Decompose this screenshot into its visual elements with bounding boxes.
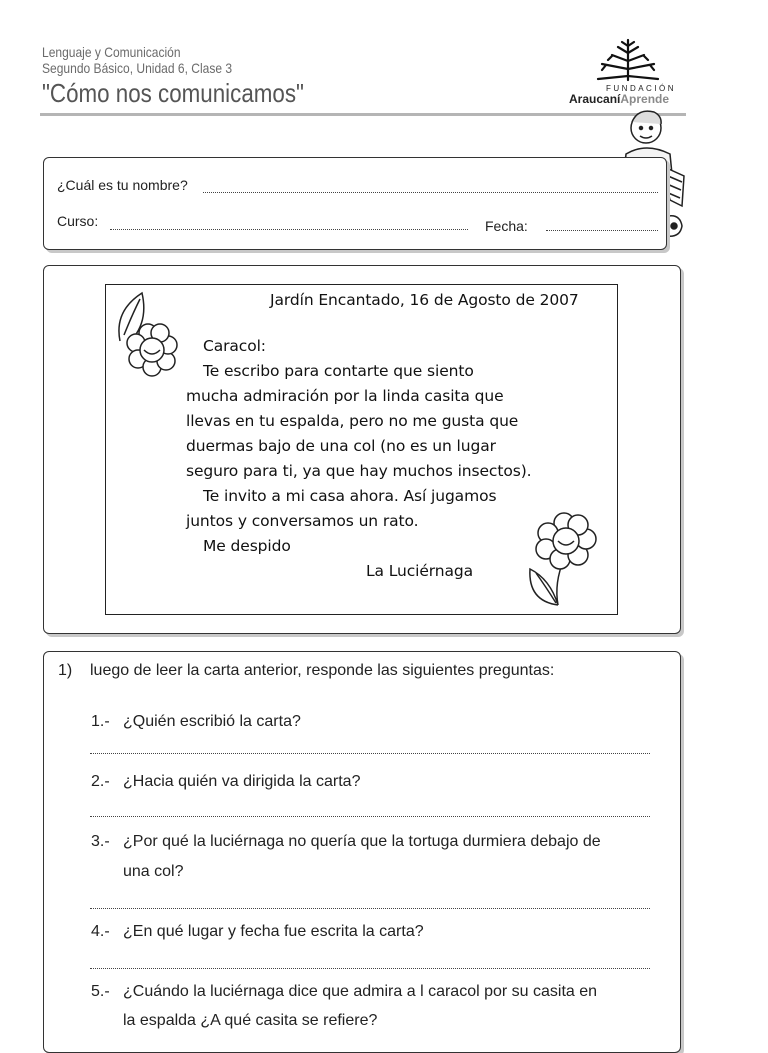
question-text: ¿En qué lugar y fecha fue escrita la carta? (123, 923, 424, 940)
letter-signature: La Luciérnaga (366, 562, 474, 580)
name-input[interactable] (203, 192, 658, 193)
question-text: ¿Por qué la luciérnaga no quería que la tortuga durmiera debajo de (123, 833, 601, 850)
logo-line2 (569, 92, 669, 106)
letter-place-date: Jardín Encantado, 16 de Agosto de 2007 (270, 291, 579, 309)
letter-line: Me despido (203, 537, 291, 555)
question-text: ¿Quién escribió la carta? (123, 713, 301, 730)
letter-line: juntos y conversamos un rato. (186, 512, 419, 530)
logo-brand-light: Aprende (620, 92, 670, 106)
letter-line: duermas bajo de una col (no es un lugar (186, 437, 496, 455)
course-input[interactable] (110, 229, 468, 230)
letter-line: llevas en tu espalda, pero no me gusta que (186, 412, 519, 430)
question-text: ¿Hacia quién va dirigida la carta? (123, 773, 361, 790)
letter-line: Te invito a mi casa ahora. Así jugamos (203, 487, 497, 505)
question-number: 2.- (91, 773, 110, 790)
letter-line: seguro para ti, ya que hay muchos insectos). (186, 462, 532, 480)
questions-intro: luego de leer la carta anterior, responde las siguientes preguntas: (90, 662, 555, 679)
question-text-cont: una col? (123, 863, 184, 880)
question-number: 1.- (91, 713, 110, 730)
letter-greeting: Caracol: (203, 337, 266, 355)
question-text: ¿Cuándo la luciérnaga dice que admira a l caracol por su casita en (123, 983, 598, 1000)
tree-logo-icon (566, 38, 688, 84)
foundation-logo (566, 38, 688, 108)
answer-line[interactable] (90, 816, 650, 817)
question-text-cont: la espalda ¿A qué casita se refiere? (123, 1012, 378, 1029)
intro-number: 1) (58, 662, 73, 679)
question-number: 5.- (91, 983, 110, 1000)
question-number: 4.- (91, 923, 110, 940)
date-input[interactable] (546, 230, 658, 231)
answer-line[interactable] (90, 968, 650, 969)
letter-line: Te escribo para contarte que siento (203, 362, 474, 380)
subject-label: Lenguaje y Comunicación (42, 44, 181, 60)
header-divider (40, 113, 686, 116)
letter-line: mucha admiración por la linda casita que (186, 387, 504, 405)
student-info-box (43, 157, 667, 250)
logo-line1: FUNDACIÓN (606, 84, 677, 93)
unit-label: Segundo Básico, Unidad 6, Clase 3 (42, 60, 233, 76)
logo-brand-dark: Araucaní (569, 92, 621, 106)
question-number: 3.- (91, 833, 110, 850)
answer-line[interactable] (90, 753, 650, 754)
date-label: Fecha: (485, 218, 528, 234)
course-label: Curso: (57, 213, 99, 229)
flower-icon-bottom (518, 511, 608, 611)
letter-card (105, 284, 618, 615)
flower-icon (114, 291, 184, 391)
page-title: "Cómo nos comunicamos" (42, 78, 304, 108)
answer-line[interactable] (90, 908, 650, 909)
name-label: ¿Cuál es tu nombre? (57, 177, 188, 193)
